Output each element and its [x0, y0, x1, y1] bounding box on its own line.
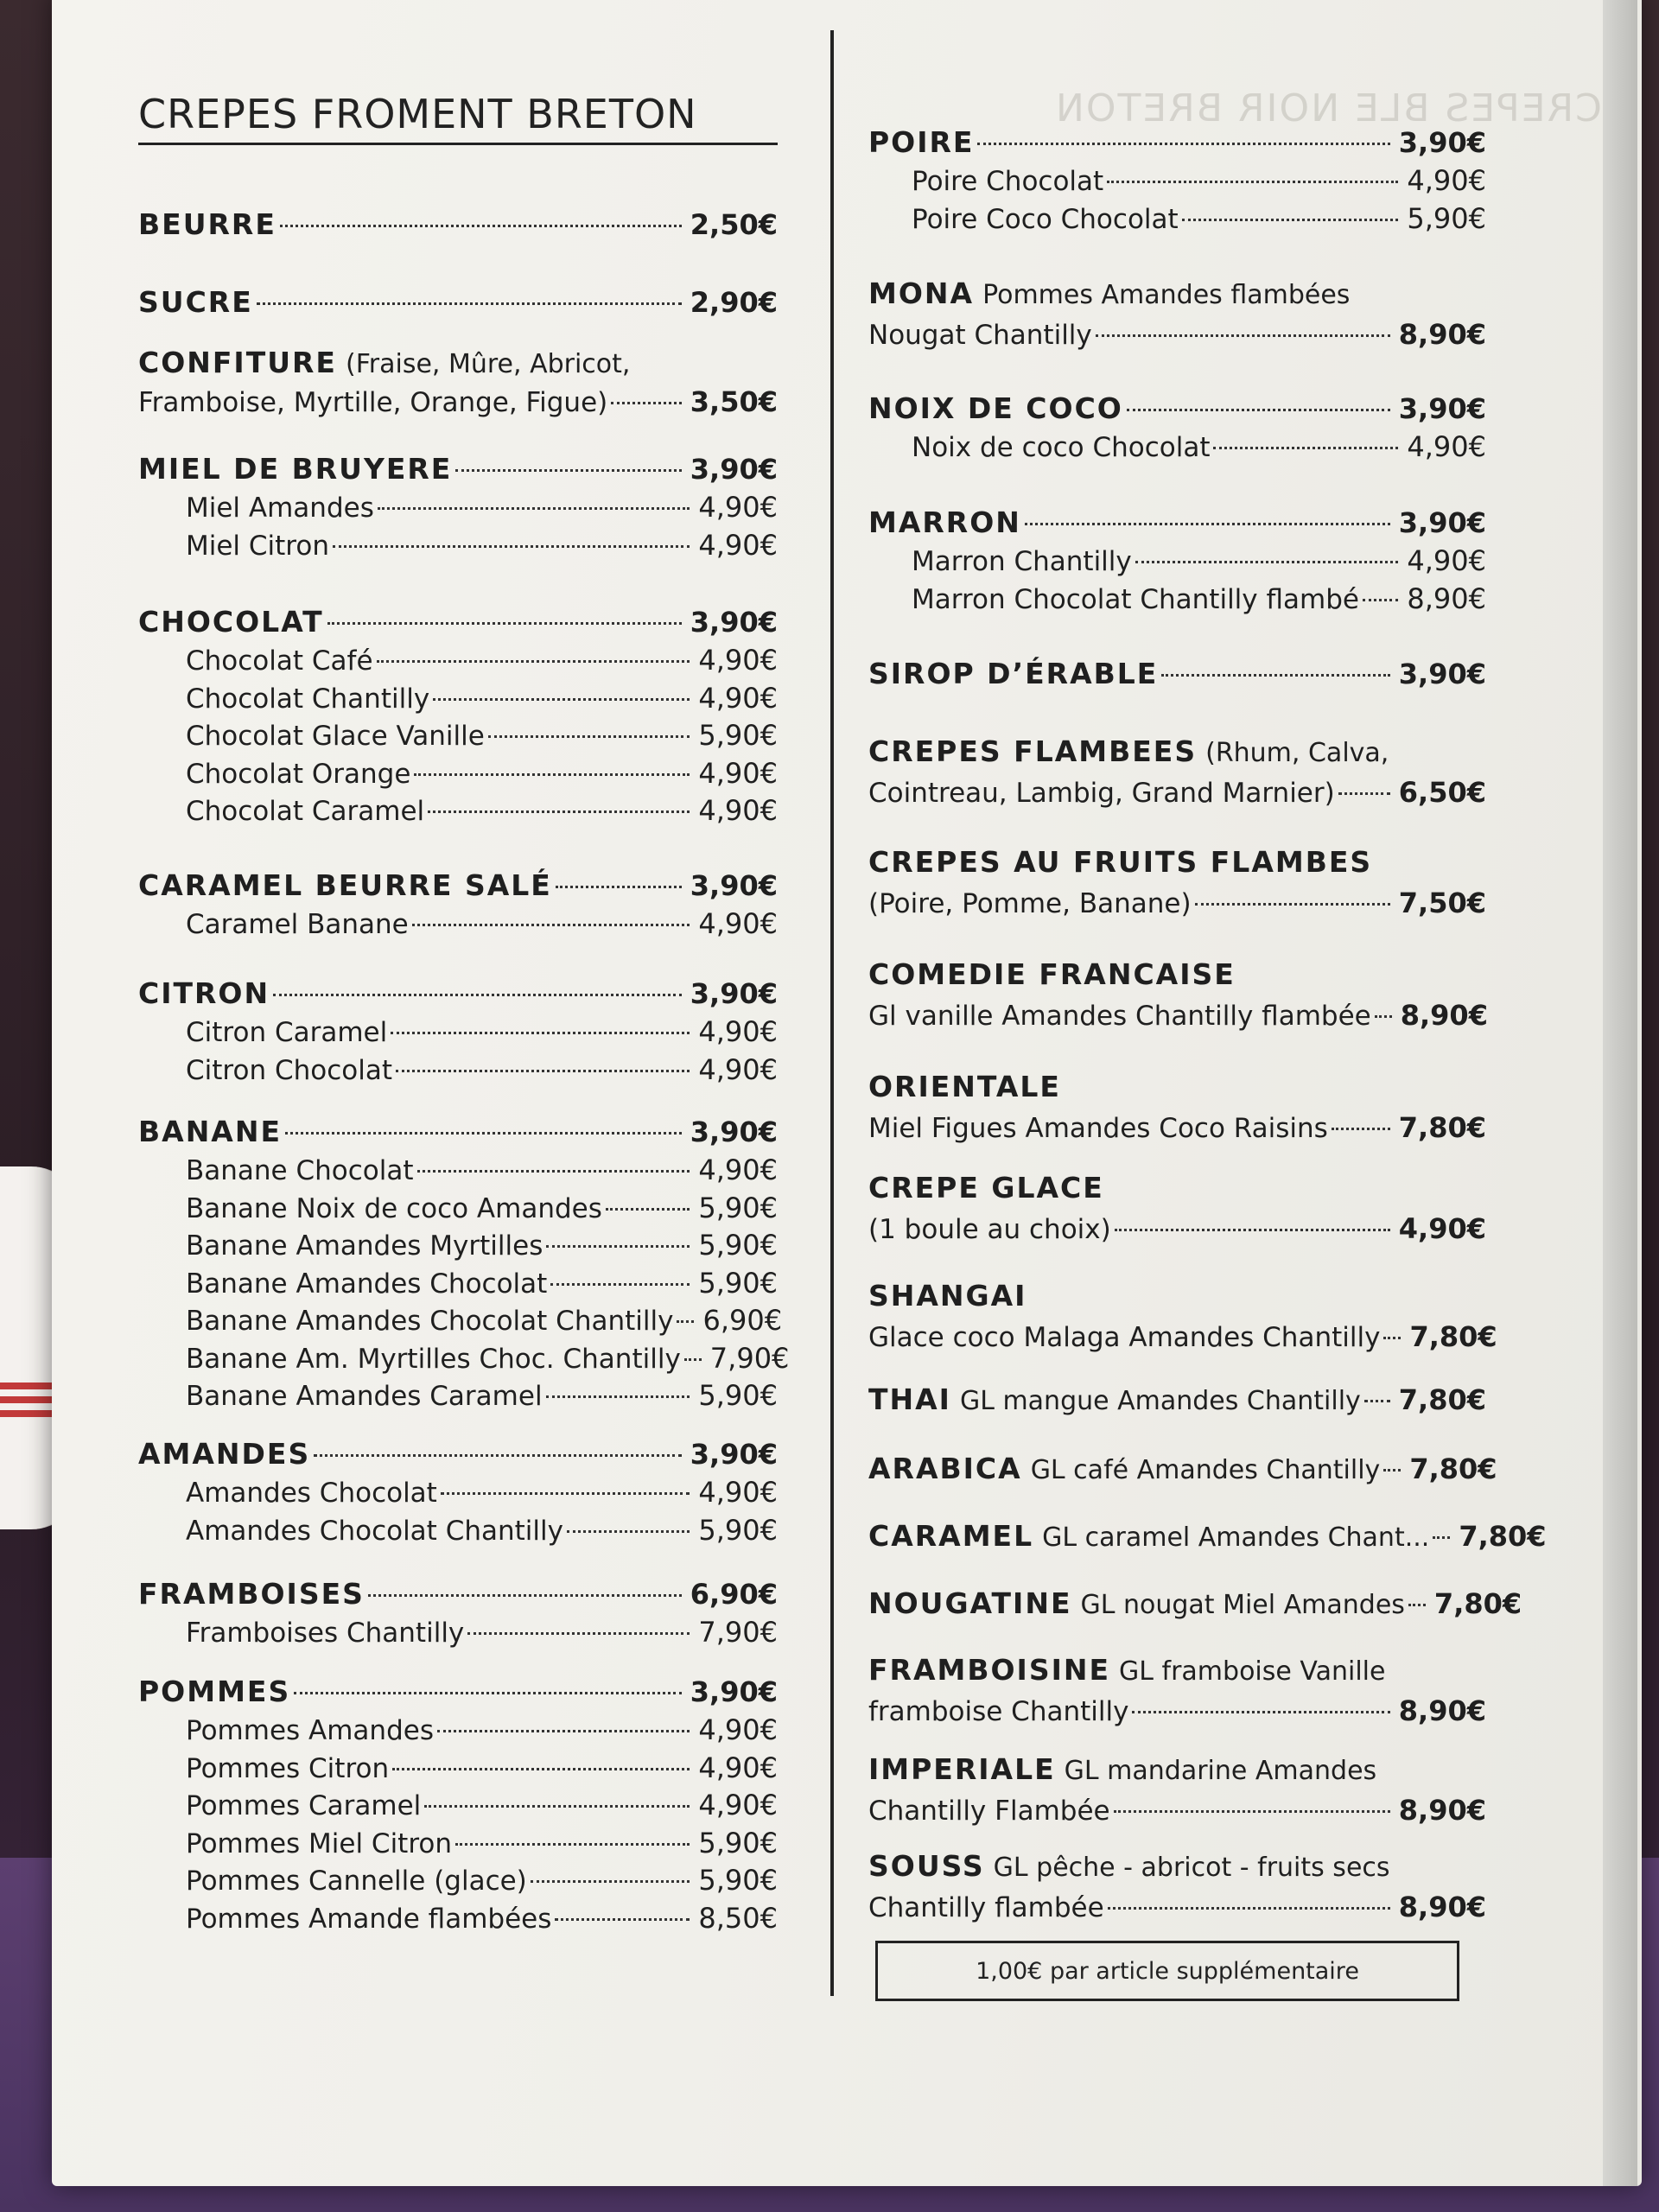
menu-subitem-name: Banane Am. Myrtilles Choc. Chantilly	[186, 1343, 681, 1375]
dot-leader	[1114, 1810, 1390, 1813]
menu-item-description: GL pêche - abricot - fruits secs	[993, 1853, 1390, 1883]
menu-item-second-line	[868, 318, 1486, 351]
menu-item-price: 5,90€	[698, 719, 778, 752]
menu-item-row	[868, 1171, 1486, 1205]
menu-item-second-line	[868, 1111, 1486, 1144]
dot-leader	[1107, 181, 1398, 183]
dot-leader	[441, 1492, 690, 1495]
dot-leader	[257, 302, 682, 305]
menu-item-price: 5,90€	[698, 1864, 778, 1897]
dot-leader	[1161, 674, 1389, 677]
menu-item-name: CARAMEL	[868, 1519, 1034, 1553]
menu-subitem-name: Citron Chocolat	[186, 1054, 392, 1086]
menu-item-description: (Poire, Pomme, Banane)	[868, 888, 1192, 919]
menu-item-price: 4,90€	[698, 681, 778, 715]
menu-item-name: SHANGAI	[868, 1279, 1027, 1313]
dot-leader	[396, 1070, 690, 1072]
dot-leader	[1135, 561, 1399, 563]
menu-item-price: 7,80€	[1433, 1587, 1522, 1620]
menu-item-price: 2,90€	[690, 286, 778, 319]
menu-item-second-line	[868, 1794, 1486, 1827]
menu-item-price: 3,90€	[690, 453, 778, 486]
supplement-note: 1,00€ par article supplémentaire	[875, 1941, 1459, 2001]
menu-item-name: CONFITURE	[138, 346, 337, 379]
menu-item-name: BANANE	[138, 1115, 283, 1148]
menu-item-price: 7,80€	[1409, 1452, 1497, 1485]
menu-subitem-row	[186, 1476, 778, 1509]
menu-item-description: Pommes Amandes flambées	[982, 280, 1351, 310]
menu-item-price: 3,90€	[1398, 506, 1486, 539]
menu-item-description: GL café Amandes Chantilly	[1030, 1455, 1381, 1485]
menu-item-price: 4,90€	[698, 1476, 778, 1509]
dot-leader	[611, 402, 682, 404]
dot-leader	[455, 1843, 690, 1846]
menu-subitem-name: Pommes Miel Citron	[186, 1827, 453, 1859]
menu-item-second-line	[868, 887, 1486, 919]
menu-item-description: Gl vanille Amandes Chantilly flambée	[868, 1001, 1371, 1032]
menu-item-row	[868, 1070, 1486, 1103]
menu-sheet-edge	[1603, 0, 1637, 2186]
menu-item-price: 8,90€	[1398, 318, 1486, 351]
menu-item-name: SIROP D’ÉRABLE	[868, 657, 1159, 690]
menu-subitem-name: Pommes Citron	[186, 1752, 390, 1784]
menu-item-name: POIRE	[868, 125, 975, 159]
menu-item-row	[868, 657, 1486, 690]
menu-item-price: 5,90€	[698, 1826, 778, 1859]
menu-item-name: CREPES AU FRUITS FLAMBES	[868, 845, 1373, 879]
menu-item-price: 3,90€	[690, 1438, 778, 1471]
menu-subitem-row	[186, 1713, 778, 1746]
menu-item-description: GL nougat Miel Amandes	[1080, 1590, 1405, 1620]
menu-item-row	[868, 391, 1486, 425]
dot-leader	[567, 1530, 690, 1533]
menu-item-price: 4,90€	[698, 907, 778, 940]
menu-subitem-name: Banane Chocolat	[186, 1155, 414, 1186]
menu-subitem-name: Noix de coco Chocolat	[912, 432, 1211, 463]
menu-subitem-row	[186, 529, 778, 562]
menu-item-second-line	[868, 1320, 1497, 1353]
menu-item-name: BEURRE	[138, 207, 276, 241]
menu-item-name: MIEL DE BRUYERE	[138, 452, 453, 486]
dot-leader	[333, 545, 690, 548]
menu-item-price: 4,90€	[698, 756, 778, 790]
menu-item-second-line	[868, 1212, 1486, 1245]
dot-leader	[1213, 447, 1398, 449]
menu-subitem-row	[186, 907, 778, 940]
menu-subitem-row	[912, 202, 1486, 235]
dot-leader	[1383, 1337, 1401, 1339]
menu-item-description: (Rhum, Calva,	[1205, 738, 1389, 768]
menu-item-row	[868, 1586, 1522, 1620]
dot-leader	[1025, 523, 1390, 525]
menu-subitem-name: Pommes Cannelle (glace)	[186, 1866, 527, 1897]
menu-subitem-name: Amandes Chocolat Chantilly	[186, 1515, 563, 1547]
menu-item-name: NOUGATINE	[868, 1586, 1072, 1620]
menu-item-row	[138, 868, 778, 902]
menu-subitem-row	[186, 1154, 778, 1186]
menu-item-price: 7,80€	[1398, 1383, 1486, 1416]
menu-item-name: SUCRE	[138, 285, 253, 319]
dot-leader	[550, 1283, 690, 1286]
menu-item-description: Framboise, Myrtille, Orange, Figue)	[138, 387, 608, 418]
menu-item-price: 3,90€	[1398, 392, 1486, 425]
menu-item-row	[138, 1115, 778, 1148]
dot-leader	[467, 1632, 690, 1635]
menu-item-price: 7,80€	[1398, 1111, 1486, 1144]
menu-item-description: Miel Figues Amandes Coco Raisins	[868, 1113, 1328, 1144]
menu-item-name: CHOCOLAT	[138, 605, 324, 639]
dot-leader	[531, 1880, 690, 1883]
menu-item-description: GL framboise Vanille	[1119, 1656, 1386, 1687]
menu-item-price: 4,90€	[698, 1052, 778, 1086]
menu-item-name: FRAMBOISINE	[868, 1653, 1111, 1687]
menu-item-description: GL mandarine Amandes	[1064, 1756, 1377, 1786]
menu-subitem-name: Chocolat Café	[186, 645, 373, 677]
menu-subitem-row	[186, 1789, 778, 1821]
dot-leader	[294, 1692, 682, 1694]
menu-subitem-row	[186, 1864, 778, 1897]
menu-subitem-name: Poire Coco Chocolat	[912, 204, 1179, 235]
dot-leader	[1375, 1015, 1392, 1018]
menu-item-row	[868, 1849, 1486, 1883]
menu-item-description: GL caramel Amandes Chant...	[1042, 1522, 1430, 1553]
menu-item-price: 5,90€	[1407, 202, 1486, 235]
menu-subitem-name: Banane Amandes Chocolat Chantilly	[186, 1306, 674, 1337]
menu-item-price: 4,90€	[698, 1015, 778, 1048]
menu-item-row	[868, 845, 1486, 879]
menu-item-row	[868, 276, 1486, 310]
menu-item-name: IMPERIALE	[868, 1752, 1056, 1786]
menu-item-price: 5,90€	[698, 1379, 778, 1412]
dot-leader	[555, 1918, 690, 1921]
dot-leader	[1096, 334, 1390, 337]
menu-item-price: 5,90€	[698, 1229, 778, 1262]
menu-item-price: 4,90€	[698, 1713, 778, 1746]
menu-item-name: CREPE GLACE	[868, 1171, 1104, 1205]
menu-item-price: 3,90€	[690, 1675, 778, 1708]
dot-leader	[327, 622, 682, 625]
menu-subitem-name: Banane Noix de coco Amandes	[186, 1192, 602, 1224]
menu-item-name: CARAMEL BEURRE SALÉ	[138, 868, 552, 902]
menu-item-price: 8,90€	[1398, 1794, 1486, 1827]
menu-subitem-row	[186, 1192, 778, 1224]
menu-item-price: 4,90€	[1407, 164, 1486, 197]
menu-item-price: 5,90€	[698, 1513, 778, 1547]
menu-item-row	[138, 1437, 778, 1471]
menu-item-description: Glace coco Malaga Amandes Chantilly	[868, 1322, 1381, 1353]
menu-subitem-name: Banane Amandes Caramel	[186, 1381, 543, 1412]
menu-subitem-row	[186, 757, 778, 790]
menu-subitem-name: Miel Citron	[186, 530, 329, 562]
dot-leader	[433, 698, 690, 701]
menu-subitem-row	[186, 491, 778, 524]
menu-subitem-name: Chocolat Orange	[186, 758, 411, 790]
menu-subitem-name: Miel Amandes	[186, 493, 374, 524]
menu-item-row	[868, 957, 1486, 991]
dot-leader	[546, 1395, 690, 1398]
menu-item-price: 8,90€	[1398, 1891, 1486, 1923]
menu-item-price: 4,90€	[698, 491, 778, 524]
menu-item-description: (1 boule au choix)	[868, 1214, 1111, 1245]
dot-leader	[391, 1032, 690, 1034]
menu-item-name: MONA	[868, 276, 975, 310]
menu-item-row	[868, 1752, 1486, 1786]
menu-subitem-row	[186, 719, 778, 752]
menu-subitem-row	[186, 1267, 778, 1300]
menu-subitem-row	[912, 164, 1486, 197]
menu-subitem-row	[186, 1341, 790, 1375]
dot-leader	[314, 1454, 682, 1457]
menu-item-price: 3,90€	[1398, 658, 1486, 690]
dot-leader	[1127, 409, 1390, 411]
menu-subitem-row	[912, 430, 1486, 463]
dot-leader	[414, 773, 690, 776]
menu-item-row	[868, 1519, 1547, 1553]
menu-item-name: COMEDIE FRANCAISE	[868, 957, 1236, 991]
menu-item-second-line	[868, 999, 1486, 1032]
menu-subitem-row	[186, 794, 778, 827]
dot-leader	[1338, 792, 1390, 795]
dot-leader	[428, 810, 690, 813]
menu-subitem-row	[186, 1616, 778, 1649]
menu-item-price: 3,90€	[690, 869, 778, 902]
menu-item-second-line	[138, 385, 778, 418]
menu-subitem-row	[186, 1053, 778, 1086]
menu-item-name: CITRON	[138, 976, 270, 1010]
dot-leader	[377, 660, 690, 663]
menu-item-row	[868, 1653, 1486, 1687]
menu-item-price: 8,50€	[698, 1901, 778, 1935]
dot-leader	[1195, 903, 1390, 906]
menu-subitem-name: Chocolat Chantilly	[186, 683, 430, 715]
menu-item-row	[868, 125, 1486, 159]
menu-item-price: 6,90€	[702, 1304, 783, 1337]
menu-item-price: 4,90€	[698, 1154, 778, 1186]
menu-item-row	[138, 976, 778, 1010]
menu-item-second-line	[868, 776, 1486, 809]
dot-leader	[1108, 1907, 1390, 1910]
menu-item-row	[868, 505, 1486, 539]
menu-item-row	[138, 1675, 778, 1708]
menu-subitem-name: Pommes Amande flambées	[186, 1903, 552, 1935]
dot-leader	[280, 225, 682, 227]
menu-subitem-row	[186, 1229, 778, 1262]
menu-subitem-name: Chocolat Caramel	[186, 796, 425, 827]
ghost-page-title: CREPES BLE NOIR BRETON	[1054, 86, 1602, 130]
menu-item-description: Nougat Chantilly	[868, 320, 1092, 351]
dot-leader	[417, 1170, 690, 1173]
menu-item-price: 7,50€	[1398, 887, 1486, 919]
menu-item-name: SOUSS	[868, 1849, 985, 1883]
menu-item-row	[868, 1279, 1486, 1313]
menu-item-description: GL mangue Amandes Chantilly	[959, 1386, 1361, 1416]
menu-item-second-line	[868, 1891, 1486, 1923]
menu-item-name: THAI	[868, 1382, 951, 1416]
menu-item-name: AMANDES	[138, 1437, 311, 1471]
menu-item-price: 3,90€	[690, 1116, 778, 1148]
menu-item-row	[868, 734, 1486, 768]
menu-subitem-name: Citron Caramel	[186, 1017, 388, 1048]
menu-item-description: Chantilly flambée	[868, 1892, 1104, 1923]
dot-leader	[556, 886, 682, 888]
menu-section-title: CREPES FROMENT BRETON	[138, 91, 778, 145]
menu-subitem-row	[186, 1514, 778, 1547]
menu-item-price: 6,50€	[1398, 776, 1486, 809]
dot-leader	[455, 469, 681, 472]
menu-subitem-name: Pommes Caramel	[186, 1790, 422, 1821]
menu-item-row	[868, 1452, 1497, 1485]
menu-subitem-name: Pommes Amandes	[186, 1715, 434, 1746]
menu-subitem-row	[186, 682, 778, 715]
menu-item-price: 7,90€	[698, 1616, 778, 1649]
menu-subitem-row	[186, 1379, 778, 1412]
menu-item-name: ARABICA	[868, 1452, 1022, 1485]
menu-item-price: 5,90€	[698, 1191, 778, 1224]
dot-leader	[1115, 1229, 1390, 1231]
menu-item-row	[138, 452, 778, 486]
dot-leader	[378, 507, 690, 510]
dot-leader	[1182, 219, 1399, 221]
menu-item-price: 7,80€	[1459, 1520, 1547, 1553]
menu-item-price: 8,90€	[1407, 582, 1486, 615]
menu-item-price: 4,90€	[698, 794, 778, 827]
menu-item-description: Chantilly Flambée	[868, 1796, 1110, 1827]
dot-leader	[273, 994, 682, 996]
menu-item-price: 2,50€	[690, 208, 778, 241]
dot-leader	[684, 1358, 702, 1361]
menu-subitem-name: Amandes Chocolat	[186, 1478, 437, 1509]
menu-subitem-name: Marron Chocolat Chantilly flambé	[912, 584, 1359, 615]
menu-subitem-name: Poire Chocolat	[912, 166, 1104, 197]
menu-subitem-row	[186, 1015, 778, 1048]
menu-subitem-row	[186, 1902, 778, 1935]
menu-item-price: 3,90€	[1398, 126, 1486, 159]
menu-item-price: 6,90€	[690, 1578, 778, 1611]
menu-item-row	[138, 1577, 778, 1611]
menu-subitem-name: Framboises Chantilly	[186, 1618, 465, 1649]
menu-item-row	[138, 207, 778, 241]
menu-item-price: 4,90€	[698, 528, 778, 562]
menu-item-price: 3,90€	[690, 977, 778, 1010]
menu-item-name: MARRON	[868, 505, 1021, 539]
menu-item-price: 4,90€	[1407, 430, 1486, 463]
dot-leader	[677, 1320, 694, 1323]
menu-subitem-name: Marron Chantilly	[912, 546, 1132, 577]
dot-leader	[285, 1132, 682, 1135]
dot-leader	[368, 1594, 682, 1597]
menu-item-name: FRAMBOISES	[138, 1577, 365, 1611]
dot-leader	[1132, 1711, 1389, 1713]
menu-subitem-name: Banane Amandes Chocolat	[186, 1268, 548, 1300]
menu-subitem-name: Banane Amandes Myrtilles	[186, 1230, 543, 1262]
menu-item-price: 5,90€	[698, 1266, 778, 1300]
menu-item-description: framboise Chantilly	[868, 1696, 1129, 1727]
dot-leader	[424, 1805, 690, 1808]
dot-leader	[1433, 1536, 1450, 1539]
dot-leader	[1332, 1128, 1390, 1130]
menu-item-price: 3,90€	[690, 606, 778, 639]
menu-item-price: 4,90€	[1398, 1212, 1486, 1245]
menu-item-description: Cointreau, Lambig, Grand Marnier)	[868, 778, 1335, 809]
menu-subitem-row	[912, 544, 1486, 577]
menu-item-name: POMMES	[138, 1675, 291, 1708]
dot-leader	[1364, 1400, 1390, 1402]
dot-leader	[412, 924, 690, 926]
dot-leader	[392, 1768, 690, 1770]
dot-leader	[1383, 1469, 1401, 1471]
dot-leader	[546, 1245, 690, 1248]
menu-item-second-line	[868, 1694, 1486, 1727]
dot-leader	[488, 735, 690, 738]
menu-item-description: (Fraise, Mûre, Abricot,	[345, 349, 631, 379]
dot-leader	[977, 143, 1389, 145]
menu-item-name: ORIENTALE	[868, 1070, 1061, 1103]
menu-item-name: NOIX DE COCO	[868, 391, 1123, 425]
menu-subitem-name: Chocolat Glace Vanille	[186, 721, 485, 752]
menu-item-row	[868, 1382, 1486, 1416]
menu-item-price: 7,80€	[1409, 1320, 1497, 1353]
menu-item-price: 4,90€	[698, 1789, 778, 1821]
dot-leader	[1408, 1604, 1426, 1606]
menu-item-row	[138, 605, 778, 639]
menu-subitem-row	[186, 1751, 778, 1784]
menu-item-price: 4,90€	[698, 644, 778, 677]
menu-subitem-name: Caramel Banane	[186, 909, 409, 940]
menu-item-price: 7,90€	[709, 1341, 790, 1375]
menu-subitem-row	[186, 644, 778, 677]
menu-item-price: 8,90€	[1398, 1694, 1486, 1727]
menu-item-price: 8,90€	[1400, 999, 1488, 1032]
menu-subitem-row	[186, 1304, 783, 1337]
menu-item-price: 3,50€	[690, 385, 778, 418]
menu-item-price: 4,90€	[1407, 544, 1486, 577]
dot-leader	[437, 1730, 690, 1732]
menu-item-name: CREPES FLAMBEES	[868, 734, 1198, 768]
menu-item-row	[138, 346, 778, 379]
menu-subitem-row	[186, 1827, 778, 1859]
column-divider	[830, 30, 834, 1996]
menu-item-row	[138, 285, 778, 319]
menu-subitem-row	[912, 582, 1486, 615]
menu-item-price: 4,90€	[698, 1751, 778, 1784]
dot-leader	[1363, 599, 1398, 601]
dot-leader	[606, 1208, 690, 1211]
